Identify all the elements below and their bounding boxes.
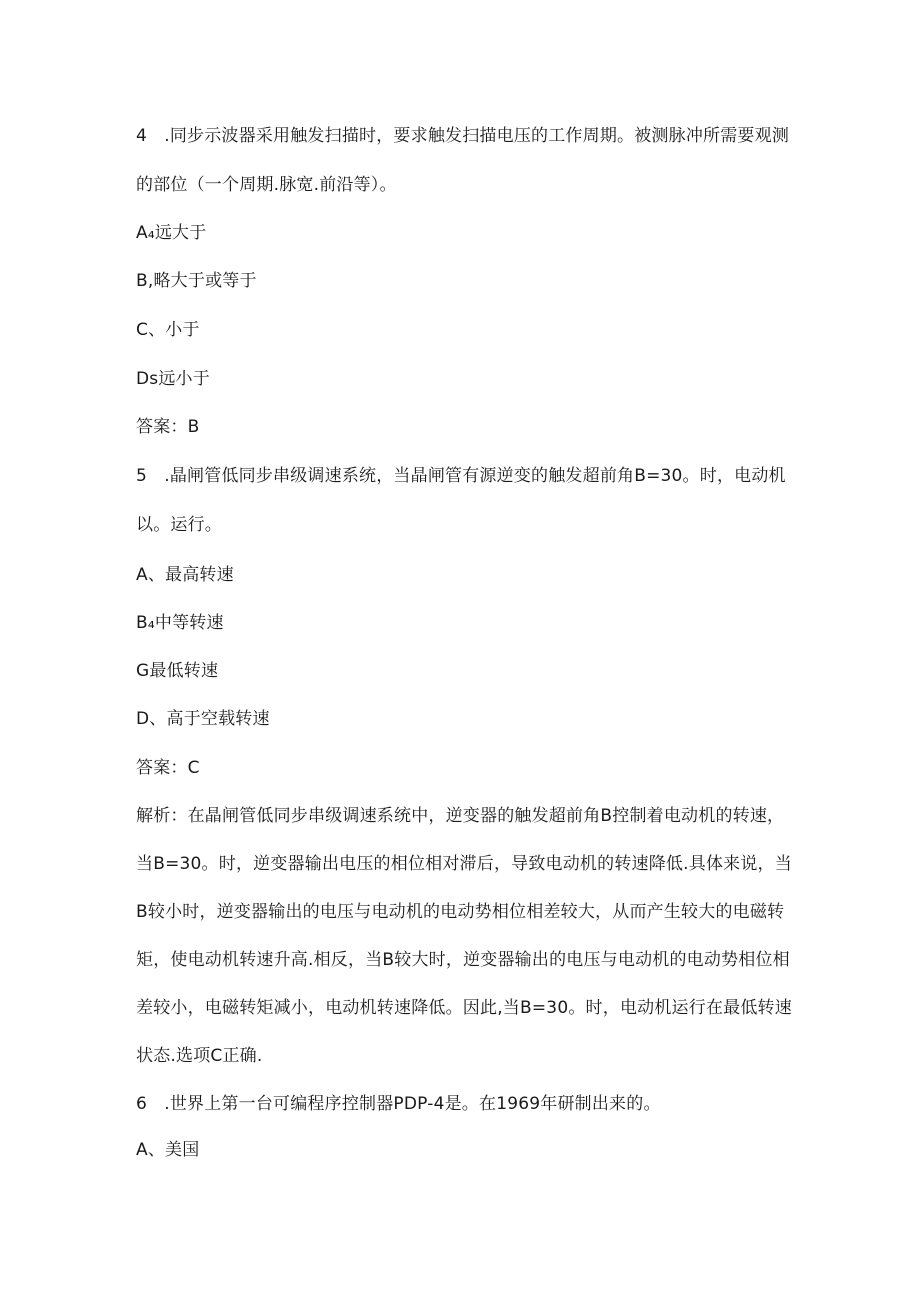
question-5-explanation-line-6: 状态.选项C正确. (136, 1046, 263, 1066)
question-4-text-line-2: 的部位（一个周期.脉宽.前沿等）。 (136, 175, 397, 195)
question-5-option-d: D、高于空载转速 (136, 709, 270, 729)
question-5-option-b: B₄中等转速 (136, 613, 224, 633)
question-4-option-d: Ds远小于 (136, 369, 210, 389)
question-4-text-line-1: 4 .同步示波器采用触发扫描时，要求触发扫描电压的工作周期。被测脉冲所需要观测 (136, 126, 790, 146)
question-4-option-c: C、小于 (136, 320, 200, 340)
question-5-explanation-line-1: 解析：在晶闸管低同步串级调速系统中，逆变器的触发超前角B控制着电动机的转速， (136, 806, 785, 826)
question-6-text-line-1: 6 .世界上第一台可编程序控制器PDP-4是。在1969年研制出来的。 (136, 1094, 661, 1114)
question-5-explanation-line-3: B较小时，逆变器输出的电压与电动机的电动势相位相差较大，从而产生较大的电磁转 (136, 902, 785, 922)
question-4-option-a: A₄远大于 (136, 223, 207, 243)
question-6-option-a: A、美国 (136, 1140, 200, 1160)
question-5-text-line-2: 以。运行。 (136, 515, 222, 535)
question-5-explanation-line-4: 矩，使电动机转速升高.相反，当B较大时，逆变器输出的电压与电动机的电动势相位相 (136, 950, 790, 970)
question-4-answer: 答案：B (136, 417, 200, 437)
question-5-option-c: G最低转速 (136, 661, 219, 681)
question-5-option-a: A、最高转速 (136, 565, 234, 585)
question-5-text-line-1: 5 .晶闸管低同步串级调速系统，当晶闸管有源逆变的触发超前角B=30。时，电动机 (136, 466, 786, 486)
question-4-option-b: B,略大于或等于 (136, 271, 257, 291)
question-5-answer: 答案：C (136, 758, 200, 778)
question-5-explanation-line-5: 差较小，电磁转矩减小，电动机转速降低。因此,当B=30。时，电动机运行在最低转速 (136, 998, 792, 1018)
question-5-explanation-line-2: 当B=30。时，逆变器输出电压的相位相对滞后，导致电动机的转速降低.具体来说，当 (136, 854, 792, 874)
